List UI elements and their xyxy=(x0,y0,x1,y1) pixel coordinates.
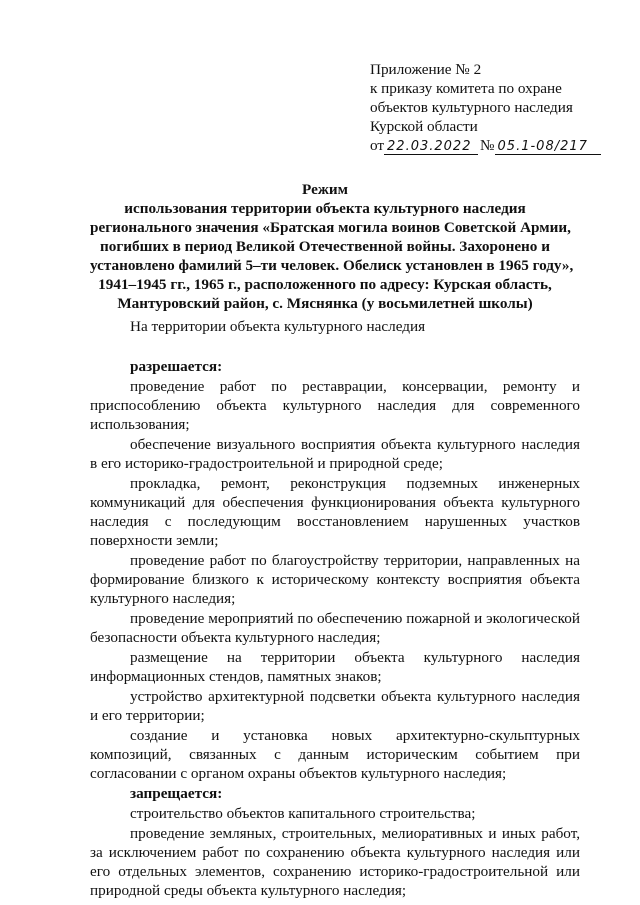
appendix-region-line: Курской области xyxy=(370,118,478,135)
allowed-item: прокладка, ремонт, реконструкция подземных инженерных коммуникаций для обеспечения функционирования объекта культурного наследия с последующим восстановлением нарушенных участков поверхности земли; xyxy=(90,475,580,549)
appendix-order-line: к приказу комитета по охране xyxy=(370,80,562,97)
forbidden-item: строительство объектов капитального строительства; xyxy=(130,805,476,822)
allowed-item: проведение мероприятий по обеспечению пожарной и экологической безопасности объекта культурного наследия; xyxy=(90,610,580,646)
appendix-title: Приложение № 2 xyxy=(370,61,482,78)
intro-text: На территории объекта культурного наследия xyxy=(130,318,426,335)
title-line: регионального значения «Братская могила воинов Советской Армии, xyxy=(90,219,571,236)
document-title xyxy=(90,180,574,313)
allowed-heading: разрешается: xyxy=(130,358,223,375)
number-prefix: № xyxy=(480,137,495,154)
allowed-item: проведение работ по благоустройству территории, направленных на формирование близкого к историческому контексту восприятия объекта культурного наследия; xyxy=(90,552,580,607)
title-line: использования территории объекта культурного наследия xyxy=(124,200,526,217)
appendix-block xyxy=(370,60,620,155)
handwritten-date: 22.03.2022 xyxy=(384,139,478,155)
allowed-item: размещение на территории объекта культурного наследия информационных стендов, памятных знаков; xyxy=(90,649,580,685)
allowed-item: устройство архитектурной подсветки объекта культурного наследия и его территории; xyxy=(90,688,580,724)
forbidden-heading: запрещается: xyxy=(130,785,223,802)
title-line: установлено фамилий 5–ти человек. Обелиск установлен в 1965 году», xyxy=(90,257,574,274)
title-line: погибших в период Великой Отечественной войны. Захоронено и xyxy=(100,238,550,255)
handwritten-number: 05.1-08/217 xyxy=(495,139,601,155)
allowed-item: обеспечение визуального восприятия объекта культурного наследия в его историко-градостроительной и природной среде; xyxy=(90,436,580,472)
forbidden-item: проведение земляных, строительных, мелиоративных и иных работ, за исключением работ по сохранению объекта культурного наследия или его отдельных элементов, сохранению историко-градостроительной или природной среды объекта культурного наследия; xyxy=(90,825,580,899)
regime-body xyxy=(90,357,580,901)
appendix-date-number-line xyxy=(370,136,620,155)
title-line: Режим xyxy=(302,181,348,198)
title-line: 1941–1945 гг., 1965 г., расположенного по адресу: Курская область, xyxy=(98,276,552,293)
date-prefix: от xyxy=(370,137,385,154)
allowed-item: создание и установка новых архитектурно-скульптурных композиций, связанных с данным историческим событием при согласовании с органом охраны объектов культурного наследия; xyxy=(90,727,580,782)
allowed-item: проведение работ по реставрации, консервации, ремонту и приспособлению объекта культурного наследия для современного использования; xyxy=(90,378,580,433)
appendix-committee-line: объектов культурного наследия xyxy=(370,99,573,116)
intro-paragraph xyxy=(90,317,580,337)
title-line: Мантуровский район, с. Мяснянка (у восьмилетней школы) xyxy=(117,295,533,312)
